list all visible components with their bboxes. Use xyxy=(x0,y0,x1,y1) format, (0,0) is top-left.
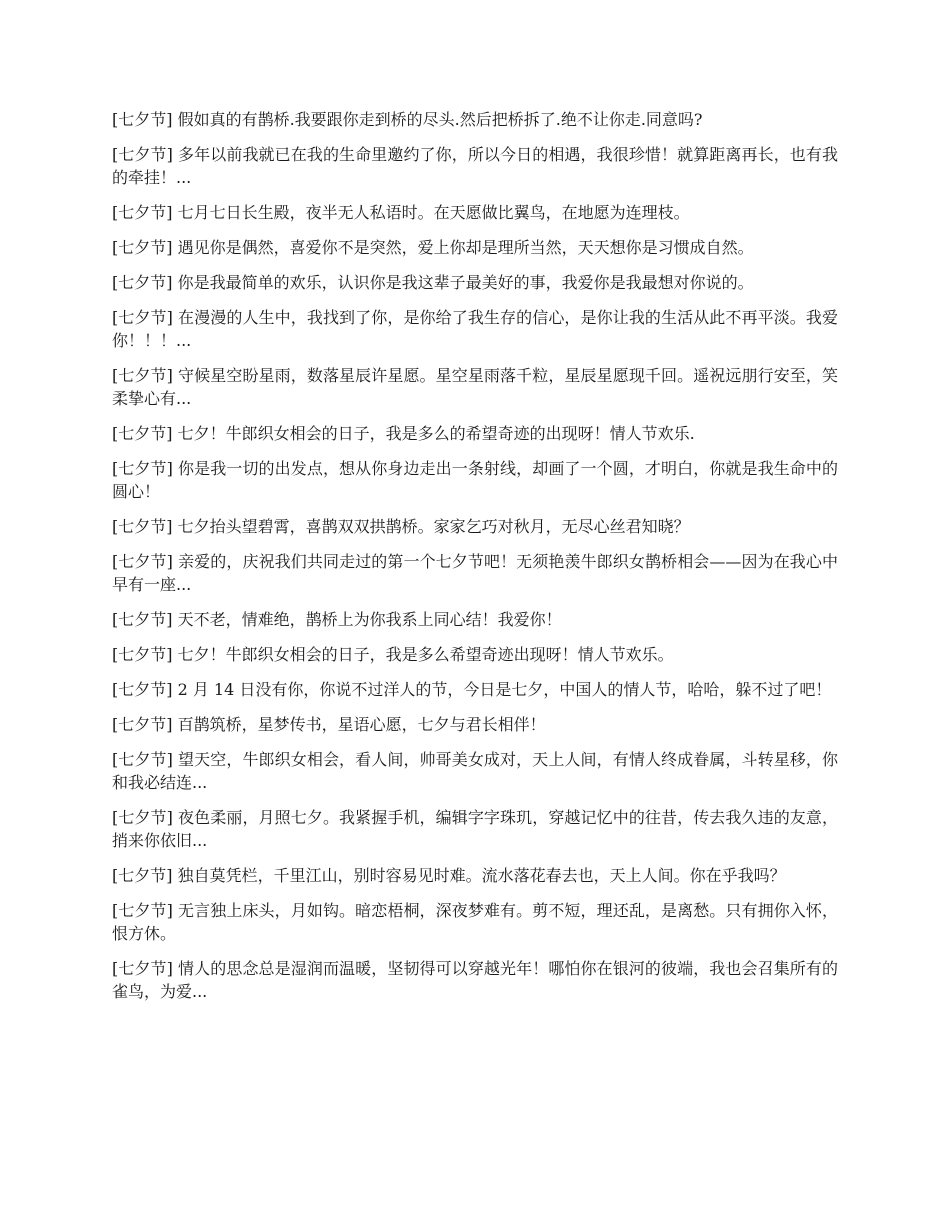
message-paragraph: [七夕节] 守候星空盼星雨，数落星辰许星愿。星空星雨落千粒，星辰星愿现千回。遥祝远朋行安至，笑柔挚心有... xyxy=(112,366,838,408)
message-paragraph: [七夕节] 七夕抬头望碧霄，喜鹊双双拱鹊桥。家家乞巧对秋月，无尽心丝君知晓？ xyxy=(112,517,690,536)
message-paragraph: [七夕节] 天不老，情难绝，鹊桥上为你我系上同心结！我爱你！ xyxy=(112,610,562,629)
message-paragraph: [七夕节] 亲爱的，庆祝我们共同走过的第一个七夕节吧！无须艳羡牛郎织女鹊桥相会——因为在我心中早有一座... xyxy=(112,552,838,594)
message-paragraph: [七夕节] 无言独上床头，月如钩。暗恋梧桐，深夜梦难有。剪不短，理还乱，是离愁。只有拥你入怀，恨方休。 xyxy=(112,901,838,943)
message-paragraph: [七夕节] 情人的思念总是湿润而温暖，坚韧得可以穿越光年！哪怕你在银河的彼端，我也会召集所有的雀鸟，为爱... xyxy=(112,959,838,1001)
message-paragraph: [七夕节] 假如真的有鹊桥.我要跟你走到桥的尽头.然后把桥拆了.绝不让你走.同意吗? xyxy=(112,110,703,129)
message-paragraph: [七夕节] 你是我最简单的欢乐，认识你是我这辈子最美好的事，我爱你是我最想对你说的。 xyxy=(112,273,754,292)
message-paragraph: [七夕节] 七夕！牛郎织女相会的日子，我是多么希望奇迹出现呀！情人节欢乐。 xyxy=(112,645,674,664)
document-body xyxy=(112,108,838,1015)
message-paragraph: [七夕节] 多年以前我就已在我的生命里邀约了你，所以今日的相遇，我很珍惜！就算距离再长，也有我的牵挂！... xyxy=(112,145,838,187)
message-paragraph: [七夕节] 独自莫凭栏，千里江山，别时容易见时难。流水落花春去也，天上人间。你在乎我吗？ xyxy=(112,866,786,885)
message-paragraph: [七夕节] 2 月 14 日没有你，你说不过洋人的节，今日是七夕，中国人的情人节，哈哈，躲不过了吧！ xyxy=(112,680,832,699)
message-paragraph: [七夕节] 在漫漫的人生中，我找到了你，是你给了我生存的信心，是你让我的生活从此不再平淡。我爱你！！！... xyxy=(112,308,838,350)
message-paragraph: [七夕节] 夜色柔丽，月照七夕。我紧握手机，编辑字字珠玑，穿越记忆中的往昔，传去我久违的友意，捎来你依旧... xyxy=(112,808,838,850)
message-paragraph: [七夕节] 你是我一切的出发点，想从你身边走出一条射线，却画了一个圆，才明白，你就是我生命中的圆心！ xyxy=(112,459,838,501)
message-paragraph: [七夕节] 百鹊筑桥，星梦传书，星语心愿，七夕与君长相伴！ xyxy=(112,715,546,734)
message-paragraph: [七夕节] 七夕！牛郎织女相会的日子，我是多么的希望奇迹的出现呀！情人节欢乐. xyxy=(112,424,695,443)
message-paragraph: [七夕节] 七月七日长生殿，夜半无人私语时。在天愿做比翼鸟，在地愿为连理枝。 xyxy=(112,203,690,222)
message-paragraph: [七夕节] 遇见你是偶然，喜爱你不是突然，爱上你却是理所当然，天天想你是习惯成自然。 xyxy=(112,238,754,257)
message-paragraph: [七夕节] 望天空，牛郎织女相会，看人间，帅哥美女成对，天上人间，有情人终成眷属，斗转星移，你和我必结连... xyxy=(112,750,838,792)
